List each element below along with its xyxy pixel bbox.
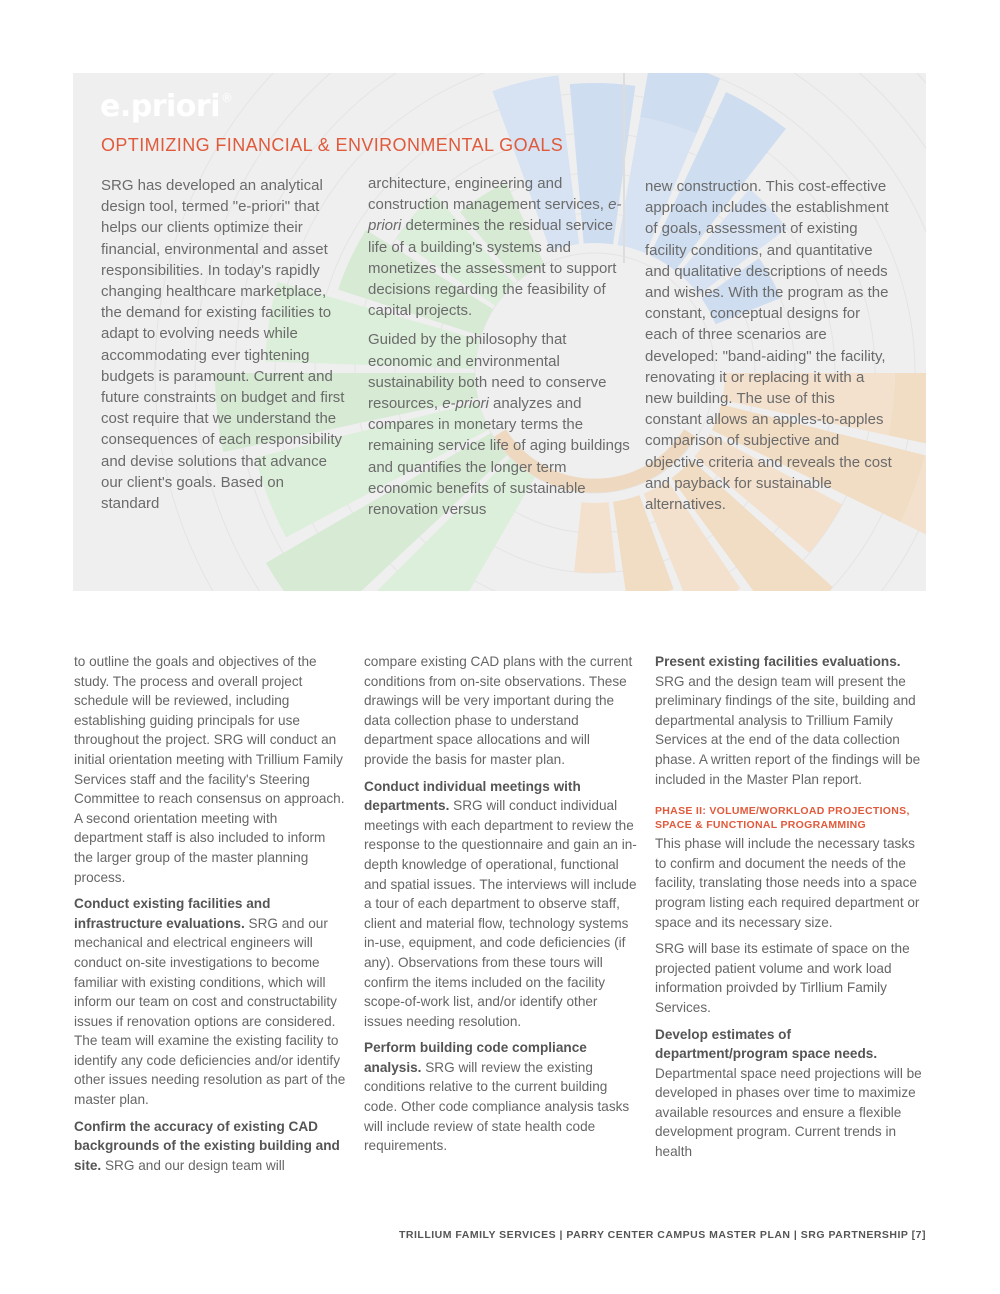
body-paragraph: Conduct existing facilities and infrastructure evaluations. SRG and our mechanical and electrical engineers will conduct on-site investigations to become familiar with existing conditions, which will inform our team on cost and constructability issues if renovation options are considered. The team will examine the existing facility to identify any code deficiencies and/or identify other issues needing resolution as part of the master plan. [74, 896, 346, 1108]
callout-heading: OPTIMIZING FINANCIAL & ENVIRONMENTAL GOALS [101, 135, 564, 155]
page-footer: TRILLIUM FAMILY SERVICES | PARRY CENTER CAMPUS MASTER PLAN | SRG PARTNERSHIP [7] [399, 1229, 926, 1241]
callout-paragraph: SRG has developed an analytical design tool, termed "e-priori" that helps our clients optimize their financial, environmental and asset responsibilities. In today's rapidly changing healthcare marketplace, the demand for existing facilities to adapt to evolving needs while accommodating ever tightening budgets is paramount. Current and future constraints on budget and first cost require that we understand the consequences of each responsibility and devise solutions that advance our client's goals. Based on standard [101, 177, 345, 513]
callout-paragraph: new construction. This cost-effective approach includes the establishment of goals, assessment of existing facility conditions, and quantitative and qualitative descriptions of needs and wishes. With the program as the constant, conceptual designs for each of three scenarios are developed: "band-aiding" the facility, renovating it or replacing it with a new building. The use of this constant allows an apples-to-apples comparison of subjective and objective criteria and reveals the cost and payback for sustainable alternatives. [645, 178, 892, 514]
body-column-2 [364, 652, 638, 1156]
callout-paragraph: architecture, engineering and construction management services, e-priori determines the residual service life of a building's systems and monetizes the assessment to support decisions regarding the feasibility of capital projects. [368, 175, 622, 320]
body-paragraph: Develop estimates of department/program space needs. Departmental space need projections will be developed in phases over time to maximize available resources and ensure a flexible development program. Current trends in health [655, 1026, 922, 1160]
callout-column-3 [645, 176, 893, 515]
body-column-1 [74, 652, 346, 1175]
eprior-callout-box [73, 73, 926, 591]
body-column-3 [655, 652, 927, 1162]
callout-paragraph: Guided by the philosophy that economic and environmental sustainability both need to conserve resources, e-priori analyzes and compares in monetary terms the remaining service life of aging buildings and quantifies the longer term economic benefits of sustainable renovation versus [368, 331, 630, 519]
phase-ii-heading: PHASE II: VOLUME/WORKLOAD PROJECTIONS, SPACE & FUNCTIONAL PROGRAMMING [655, 805, 910, 832]
body-paragraph: Perform building code compliance analysis. SRG will review the existing conditions relative to the current building code. Other code compliance analysis tasks will include review of state health code requirements. [364, 1040, 630, 1154]
callout-column-1 [101, 175, 346, 514]
body-paragraph: Conduct individual meetings with departments. SRG will conduct individual meetings with each department to review the response to the questionnaire and gain an in-depth knowledge of operational, functional and spatial issues. The interviews will include a tour of each department to observe staff, client and material flow, technology systems in-use, equipment, and code deficiencies (if any). Observations from these tours will confirm the items included on the facility scope-of-work list, and/or identify other issues needing resolution. [364, 778, 637, 1029]
body-paragraph: Confirm the accuracy of existing CAD backgrounds of the existing building and site. SRG and our design team will [74, 1118, 340, 1173]
body-paragraph: to outline the goals and objectives of the study. The process and overall project schedule will be reviewed, including establishing guiding principals for use throughout the project. SRG will conduct an initial orientation meeting with Trillium Family Services staff and the facility's Steering Committee to reach consensus on approach. A second orientation meeting with department staff is also included to inform the larger group of the master planning process. [74, 654, 345, 885]
callout-column-2 [368, 173, 630, 520]
body-paragraph: compare existing CAD plans with the current conditions from on-site observations. These drawings will be very important during the data collection phase to understand department space allocations and will provide the basis for master plan. [364, 654, 633, 767]
body-paragraph: Present existing facilities evaluations. SRG and the design team will present the preliminary findings of the site, building and departmental analysis to Trillium Family Services at the end of the data collection phase. A written report of the findings will be included in the Master Plan report. [655, 654, 921, 787]
body-paragraph: This phase will include the necessary tasks to confirm and document the needs of the facility, translating those needs into a space program listing each required department or space and its necessary size. [655, 836, 920, 930]
eprior-logo: e.priori® [100, 89, 233, 124]
body-paragraph: SRG will base its estimate of space on the projected patient volume and work load information proivded by Tirllium Family Services. [655, 941, 910, 1015]
